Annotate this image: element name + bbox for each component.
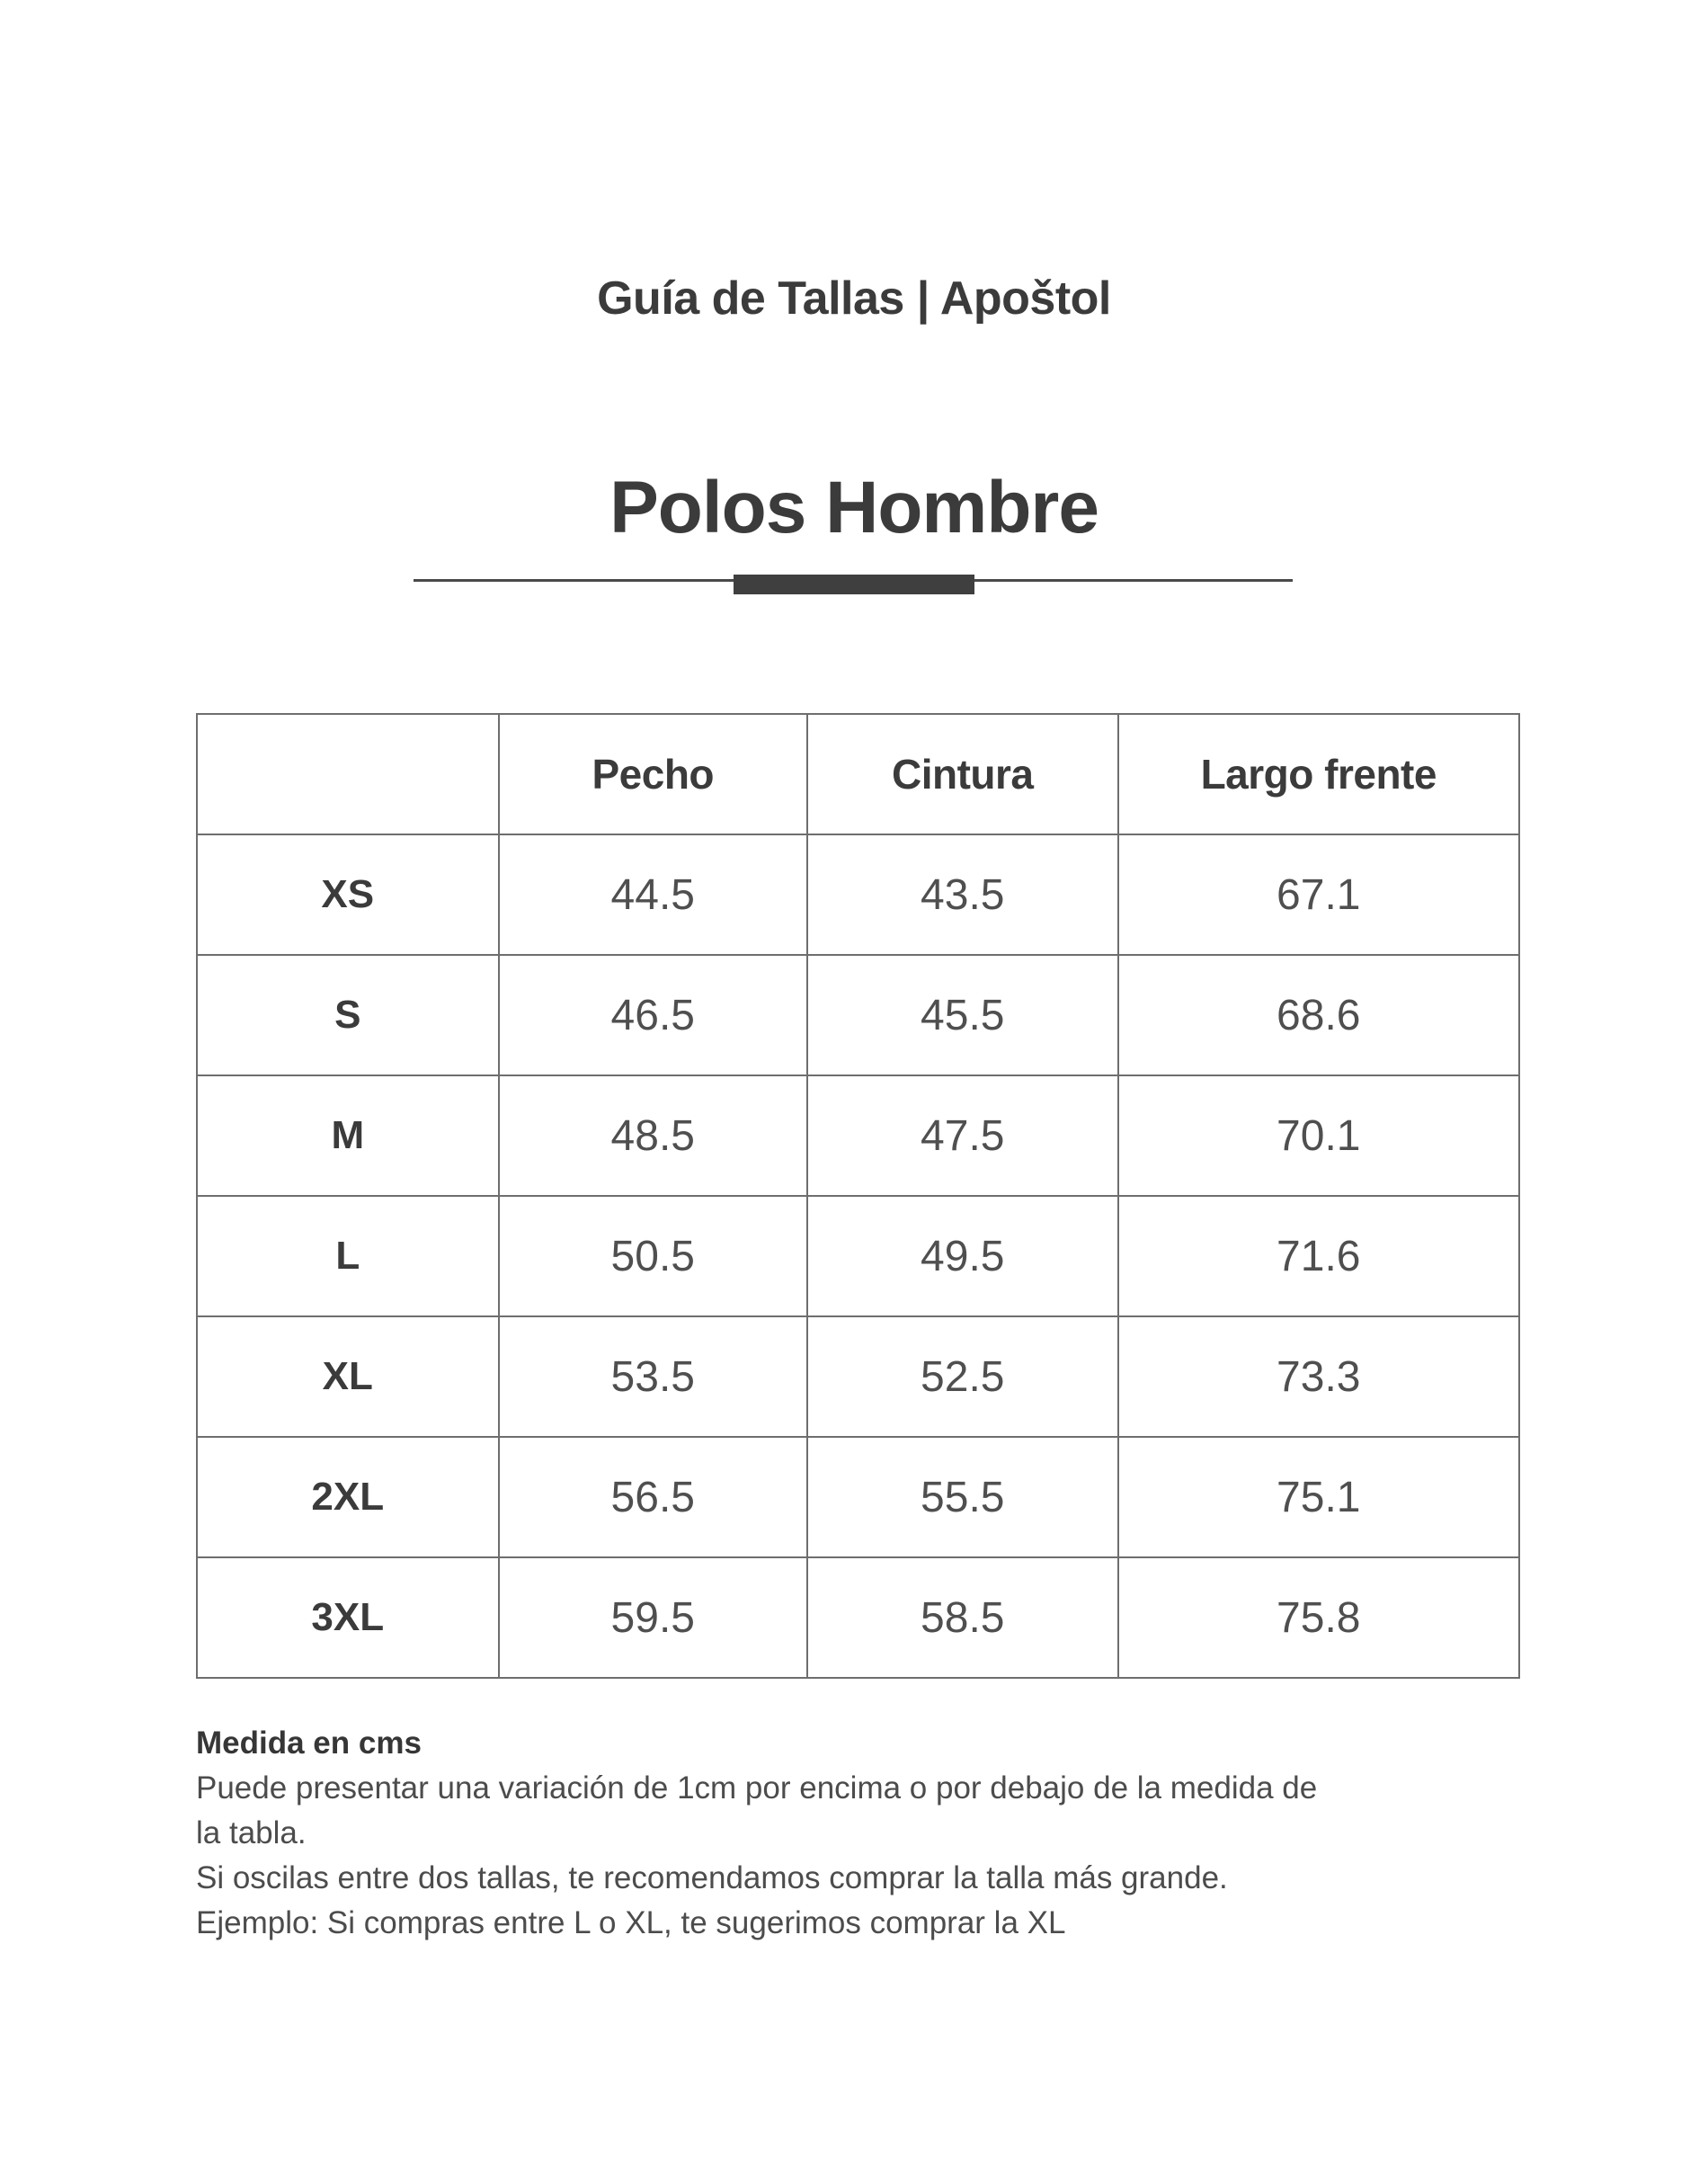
size-cell: 3XL	[197, 1557, 499, 1678]
value-cell: 68.6	[1118, 955, 1519, 1075]
value-cell: 47.5	[807, 1075, 1118, 1196]
value-cell: 70.1	[1118, 1075, 1519, 1196]
value-cell: 59.5	[499, 1557, 807, 1678]
value-cell: 44.5	[499, 834, 807, 955]
section-heading: Polos Hombre	[609, 467, 1099, 548]
value-cell: 45.5	[807, 955, 1118, 1075]
size-cell: XL	[197, 1316, 499, 1437]
notes-line: Ejemplo: Si compras entre L o XL, te sugerimos comprar la XL	[196, 1905, 1066, 1940]
size-cell: XS	[197, 834, 499, 955]
value-cell: 43.5	[807, 834, 1118, 955]
table-header-row	[197, 714, 1519, 834]
table-row	[197, 1316, 1519, 1437]
value-cell: 48.5	[499, 1075, 807, 1196]
value-cell: 73.3	[1118, 1316, 1519, 1437]
notes-line: Si oscilas entre dos tallas, te recomendamos comprar la talla más grande.	[196, 1860, 1228, 1895]
table-row	[197, 834, 1519, 955]
value-cell: 71.6	[1118, 1196, 1519, 1316]
table-row	[197, 1437, 1519, 1557]
notes-line: la tabla.	[196, 1815, 307, 1850]
value-cell: 55.5	[807, 1437, 1118, 1557]
column-header-cintura: Cintura	[807, 714, 1118, 834]
value-cell: 75.8	[1118, 1557, 1519, 1678]
value-cell: 49.5	[807, 1196, 1118, 1316]
value-cell: 67.1	[1118, 834, 1519, 955]
column-header-pecho: Pecho	[499, 714, 807, 834]
value-cell: 50.5	[499, 1196, 807, 1316]
notes-heading: Medida en cms	[196, 1726, 422, 1761]
value-cell: 56.5	[499, 1437, 807, 1557]
size-cell: S	[197, 955, 499, 1075]
value-cell: 58.5	[807, 1557, 1118, 1678]
size-cell: M	[197, 1075, 499, 1196]
page-title: Guía de Tallas | Apoštol	[597, 272, 1111, 325]
divider-accent	[734, 575, 974, 594]
table-row	[197, 955, 1519, 1075]
size-cell: 2XL	[197, 1437, 499, 1557]
column-header-largo-frente: Largo frente	[1118, 714, 1519, 834]
table-row	[197, 1557, 1519, 1678]
measurement-notes	[196, 1721, 1544, 1946]
value-cell: 52.5	[807, 1316, 1118, 1437]
size-table	[196, 713, 1520, 1679]
notes-line: Puede presentar una variación de 1cm por encima o por debajo de la medida de	[196, 1770, 1318, 1806]
table-row	[197, 1075, 1519, 1196]
size-cell: L	[197, 1196, 499, 1316]
value-cell: 75.1	[1118, 1437, 1519, 1557]
table-row	[197, 1196, 1519, 1316]
value-cell: 53.5	[499, 1316, 807, 1437]
value-cell: 46.5	[499, 955, 807, 1075]
column-header-empty	[197, 714, 499, 834]
